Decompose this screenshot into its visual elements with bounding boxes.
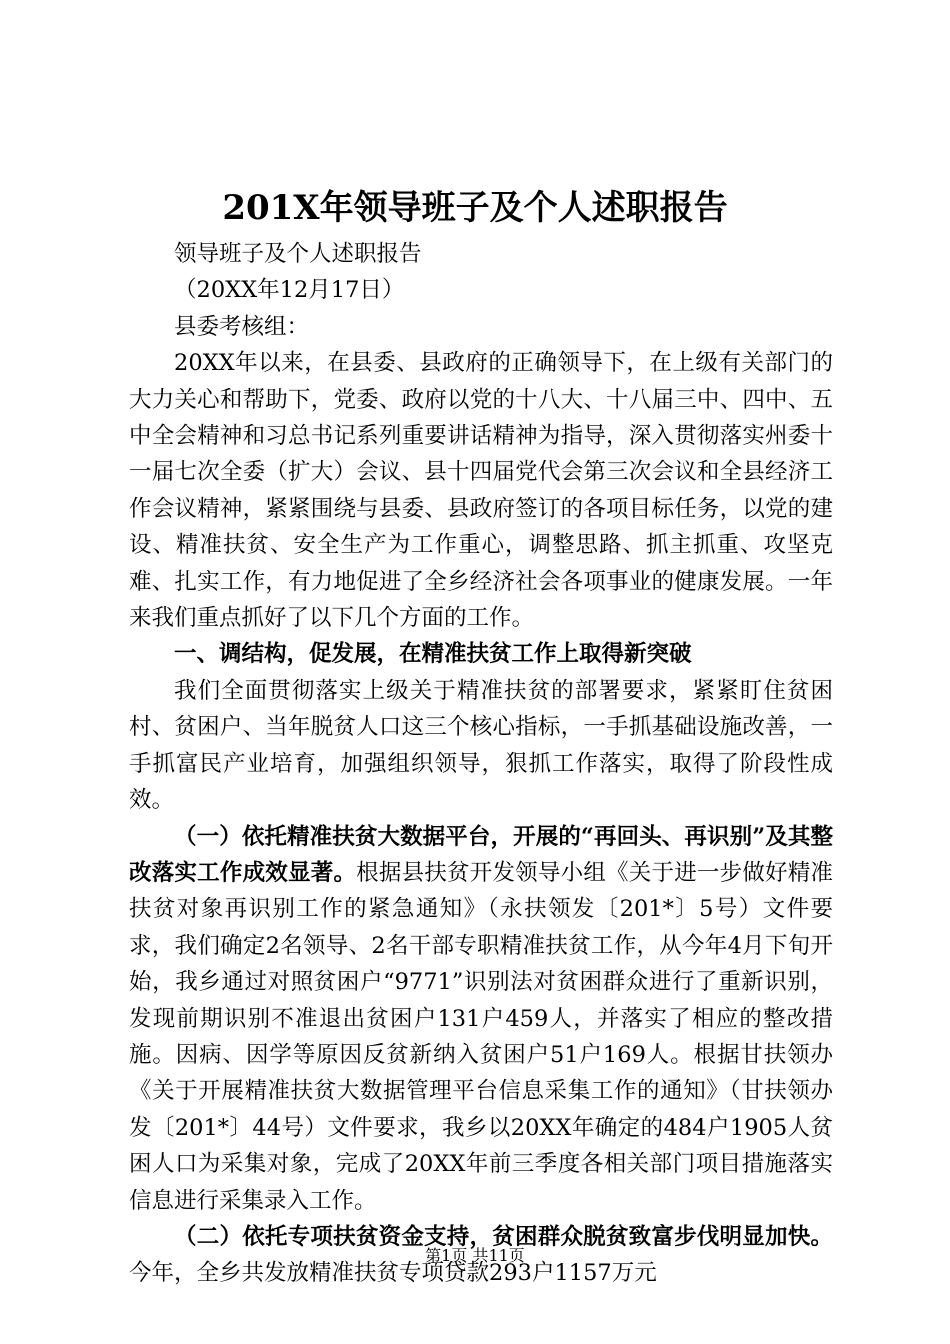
document-subtitle: 领导班子及个人述职报告 bbox=[174, 241, 422, 267]
section-1-paragraph: 我们全面贯彻落实上级关于精准扶贫的部署要求，紧紧盯住贫困村、贫困户、当年脱贫人口这三个核心指标，一手抓基础设施改善，一手抓富民产业培育，加强组织领导，狠抓工作落实，取得了阶段性成效。 bbox=[129, 677, 833, 814]
document-title: 201X年领导班子及个人述职报告 bbox=[222, 188, 728, 228]
intro-paragraph: 20XX年以来，在县委、县政府的正确领导下，在上级有关部门的大力关心和帮助下，党委、政府以党的十八大、十八届三中、四中、五中全会精神和习总书记系列重要讲话精神为指导，深入贯彻落实州委十一届七次全委（扩大）会议、县十四届党代会第三次会议和全县经济工作会议精神，紧紧围绕与县委、县政府签订的各项目标任务，以党的建设、精准扶贫、安全生产为工作重心，调整思路、抓主抓重、攻坚克难、扎实工作，有力地促进了全乡经济社会各项事业的健康发展。一年来我们重点抓好了以下几个方面的工作。 bbox=[129, 350, 833, 632]
item-1-paragraph bbox=[129, 819, 833, 1219]
page-footer: 第1页 共11页 bbox=[425, 1246, 525, 1265]
salutation: 县委考核组： bbox=[174, 313, 310, 340]
document-body bbox=[129, 236, 833, 1292]
item-2-text: 今年，全乡共发放精准扶贫专项贷款293户1157万元 bbox=[129, 1260, 657, 1287]
section-1-heading: 一、调结构，促发展，在精准扶贫工作上取得新突破 bbox=[174, 641, 692, 668]
item-1-text: 根据县扶贫开发领导小组《关于进一步做好精准扶贫对象再识别工作的紧急通知》（永扶领发〔201*〕5号）文件要求，我们确定2名领导、2名干部专职精准扶贫工作，从今年4月下旬开始，我乡通过对照贫困户“9771”识别法对贫困群众进行了重新识别，发现前期识别不准退出贫困户131户459人，并落实了相应的整改措施。因病、因学等原因反贫新纳入贫困户51户169人。根据甘扶领办《关于开展精准扶贫大数据管理平台信息采集工作的通知》（甘扶领办发〔201*〕44号）文件要求，我乡以20XX年确定的484户1905人贫困人口为采集对象，完成了20XX年前三季度各相关部门项目措施落实信息进行采集录入工作。 bbox=[129, 859, 833, 1214]
date-line: （20XX年12月17日） bbox=[174, 277, 405, 304]
item-2-heading: （二）依托专项扶贫资金支持，贫困群众脱贫致富步伐明显加快。 bbox=[174, 1223, 833, 1250]
item-1-heading: （一）依托精准扶贫大数据平台，开展的“再回头、再识别”及其整改落实工作成效显著。 bbox=[129, 823, 833, 886]
